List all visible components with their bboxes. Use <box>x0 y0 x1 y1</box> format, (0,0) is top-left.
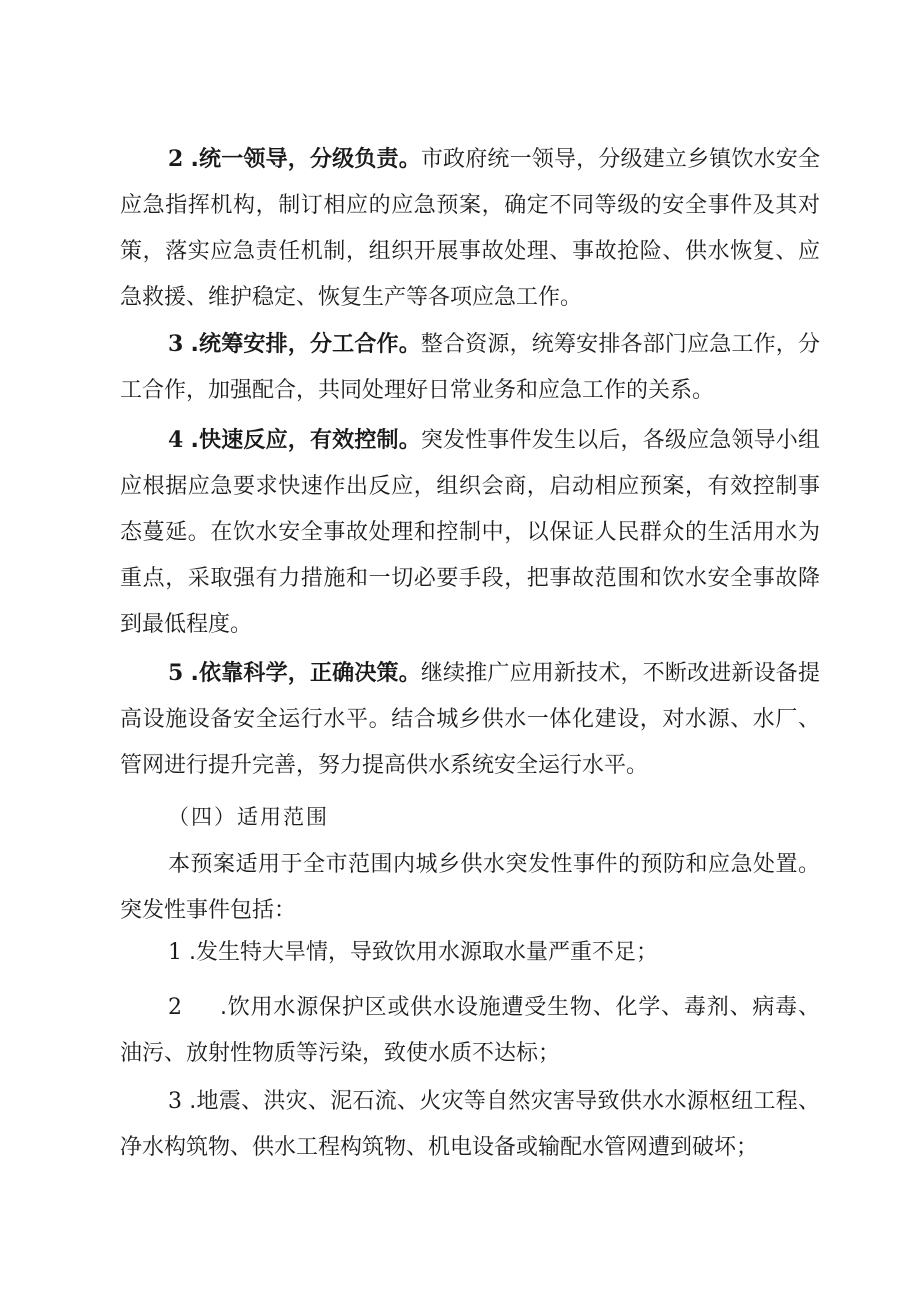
list-item-text: .地震、洪灾、泥石流、火灾等自然灾害导致供水水源枢纽工程、净水构筑物、供水工程构筑物、机电设备或输配水管网遭到破坏； <box>120 1089 821 1160</box>
list-item-number: 3 <box>168 1089 182 1114</box>
paragraph-number: 3 <box>168 331 184 357</box>
list-item-number: 1 <box>168 940 182 965</box>
paragraph-title: .统筹安排，分工合作。 <box>190 332 421 357</box>
paragraph-title: .快速反应，有效控制。 <box>190 428 421 453</box>
paragraph-unified-leadership <box>120 136 820 321</box>
paragraph-number: 2 <box>168 146 184 172</box>
paragraph-coordinated-arrangement <box>120 321 820 414</box>
list-item <box>120 1079 820 1171</box>
paragraph-body: 整合资源，统筹安排各部门应急工作，分工合作，加强配合，共同处理好日常业务和应急工作的关系。 <box>120 332 820 403</box>
list-item-number: 2 <box>168 995 182 1020</box>
paragraph-title: .统一领导，分级负责。 <box>190 147 421 172</box>
paragraph-body: 市政府统一领导，分级建立乡镇饮水安全应急指挥机构，制订相应的应急预案，确定不同等级的安全事件及其对策，落实应急责任机制，组织开展事故处理、事故抢险、供水恢复、应急救援、维护稳定、恢复生产等各项应急工作。 <box>120 147 820 310</box>
list-item-text: .发生特大旱情，导致饮用水源取水量严重不足； <box>189 940 658 965</box>
paragraph-title: .依靠科学，正确决策。 <box>190 661 421 686</box>
list-item-text: .饮用水源保护区或供水设施遭受生物、化学、毒剂、病毒、油污、放射性物质等污染，致使水质不达标； <box>120 995 820 1066</box>
paragraph-number: 5 <box>168 660 184 686</box>
paragraph-science-based <box>120 650 820 789</box>
paragraph-body: 突发性事件发生以后，各级应急领导小组应根据应急要求快速作出反应，组织会商，启动相应预案，有效控制事态蔓延。在饮水安全事故处理和控制中，以保证人民群众的生活用水为重点，采取强有力措施和一切必要手段，把事故范围和饮水安全事故降到最低程度。 <box>120 428 820 637</box>
scope-intro: 本预案适用于全市范围内城乡供水突发性事件的预防和应急处置。突发性事件包括： <box>120 852 820 923</box>
list-item <box>120 985 820 1077</box>
paragraph-number: 4 <box>168 427 184 453</box>
paragraph-body: 继续推广应用新技术，不断改进新设备提高设施设备安全运行水平。结合城乡供水一体化建设，对水源、水厂、管网进行提升完善，努力提高供水系统安全运行水平。 <box>120 661 820 778</box>
section-heading: （四）适用范围 <box>168 805 329 829</box>
list-item <box>120 930 820 976</box>
paragraph-rapid-response <box>120 417 820 648</box>
